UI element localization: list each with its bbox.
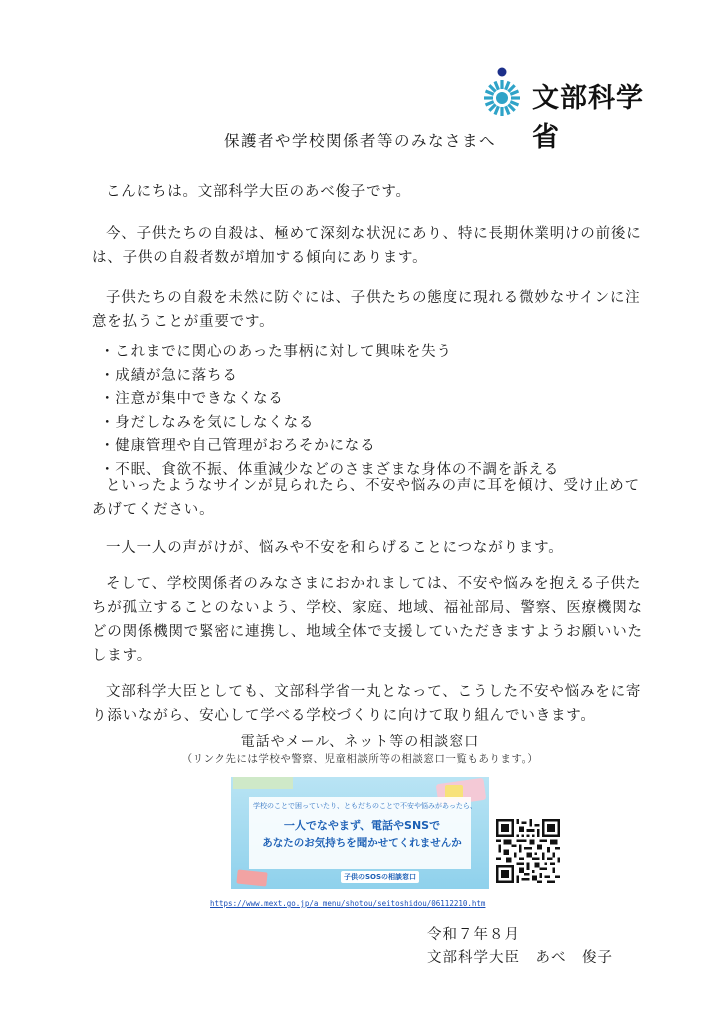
banner-decoration [236,869,267,886]
list-item: ・成績が急に落ちる [100,367,238,384]
list-item: ・これまでに関心のあった事柄に対して興味を失う [100,344,452,360]
logo-text: 文部科学省 [532,83,644,153]
banner-lead-text: 学校のことで困っていたり、ともだちのことで不安や悩みがあったら、 [253,802,477,810]
warning-signs-list [100,341,660,482]
minister-commitment-paragraph: 文部科学大臣としても、文部科学省一丸となって、こうした不安や悩みをに寄り添いながら、安心して学べる学校づくりに向けて取り組んでいきます。 [92,684,642,724]
greeting-paragraph: こんにちは。文部科学大臣のあべ俊子です。 [106,184,411,200]
list-item: ・健康管理や自己管理がおろそかになる [100,438,376,454]
banner-badge: 子供のSOSの相談窓口 [341,871,419,883]
consultation-heading: 電話やメール、ネット等の相談窓口 [240,734,480,750]
letter-date: 令和７年８月 [427,927,520,943]
listen-paragraph: といったようなサインが見られたら、不安や悩みの声に耳を傾け、受け止めてあげてください。 [92,478,640,518]
letter-title: 保護者や学校関係者等のみなさまへ [223,132,496,150]
consultation-banner[interactable] [231,777,489,889]
banner-headline: 一人でなやまず、電話やSNSで [283,819,441,832]
consultation-subheading: （リンク先には学校や警察、児童相談所等の相談窓口一覧もあります。） [181,753,539,765]
ministry-sun-emblem-icon [480,66,526,118]
list-item: ・不眠、食欲不振、体重減少などのさまざまな身体の不調を訴える [100,461,559,478]
consultation-link[interactable]: https://www.mext.go.jp/a_menu/shotou/seitoshidou/06112210.htm [210,899,486,908]
situation-paragraph: 今、子供たちの自殺は、極めて深刻な状況にあり、特に長期休業明けの前後には、子供の自殺者数が増加する傾向にあります。 [92,226,642,266]
signs-intro-paragraph: 子供たちの自殺を未然に防ぐには、子供たちの態度に現れる微妙なサインに注意を払うことが重要です。 [92,290,641,330]
list-item: ・注意が集中できなくなる [100,391,284,407]
school-request-paragraph: そして、学校関係者のみなさまにおかれましては、不安や悩みを抱える子供たちが孤立することのないよう、学校、家庭、地域、福祉部局、警察、医療機関などの関係機関で緊密に連携し、地域全体で支援していただきますようお願いいたします。 [92,576,643,664]
qr-code-icon[interactable] [496,819,560,883]
list-item: ・身だしなみを気にしなくなる [100,414,315,431]
letter-signer: 文部科学大臣 あべ 俊子 [427,950,613,966]
banner-headline-2: あなたのお気持ちを聞かせてくれませんか [262,837,462,849]
ministry-logo [480,66,670,153]
banner-decoration [233,777,293,789]
voice-paragraph: 一人一人の声がけが、悩みや不安を和らげることにつながります。 [106,540,564,556]
